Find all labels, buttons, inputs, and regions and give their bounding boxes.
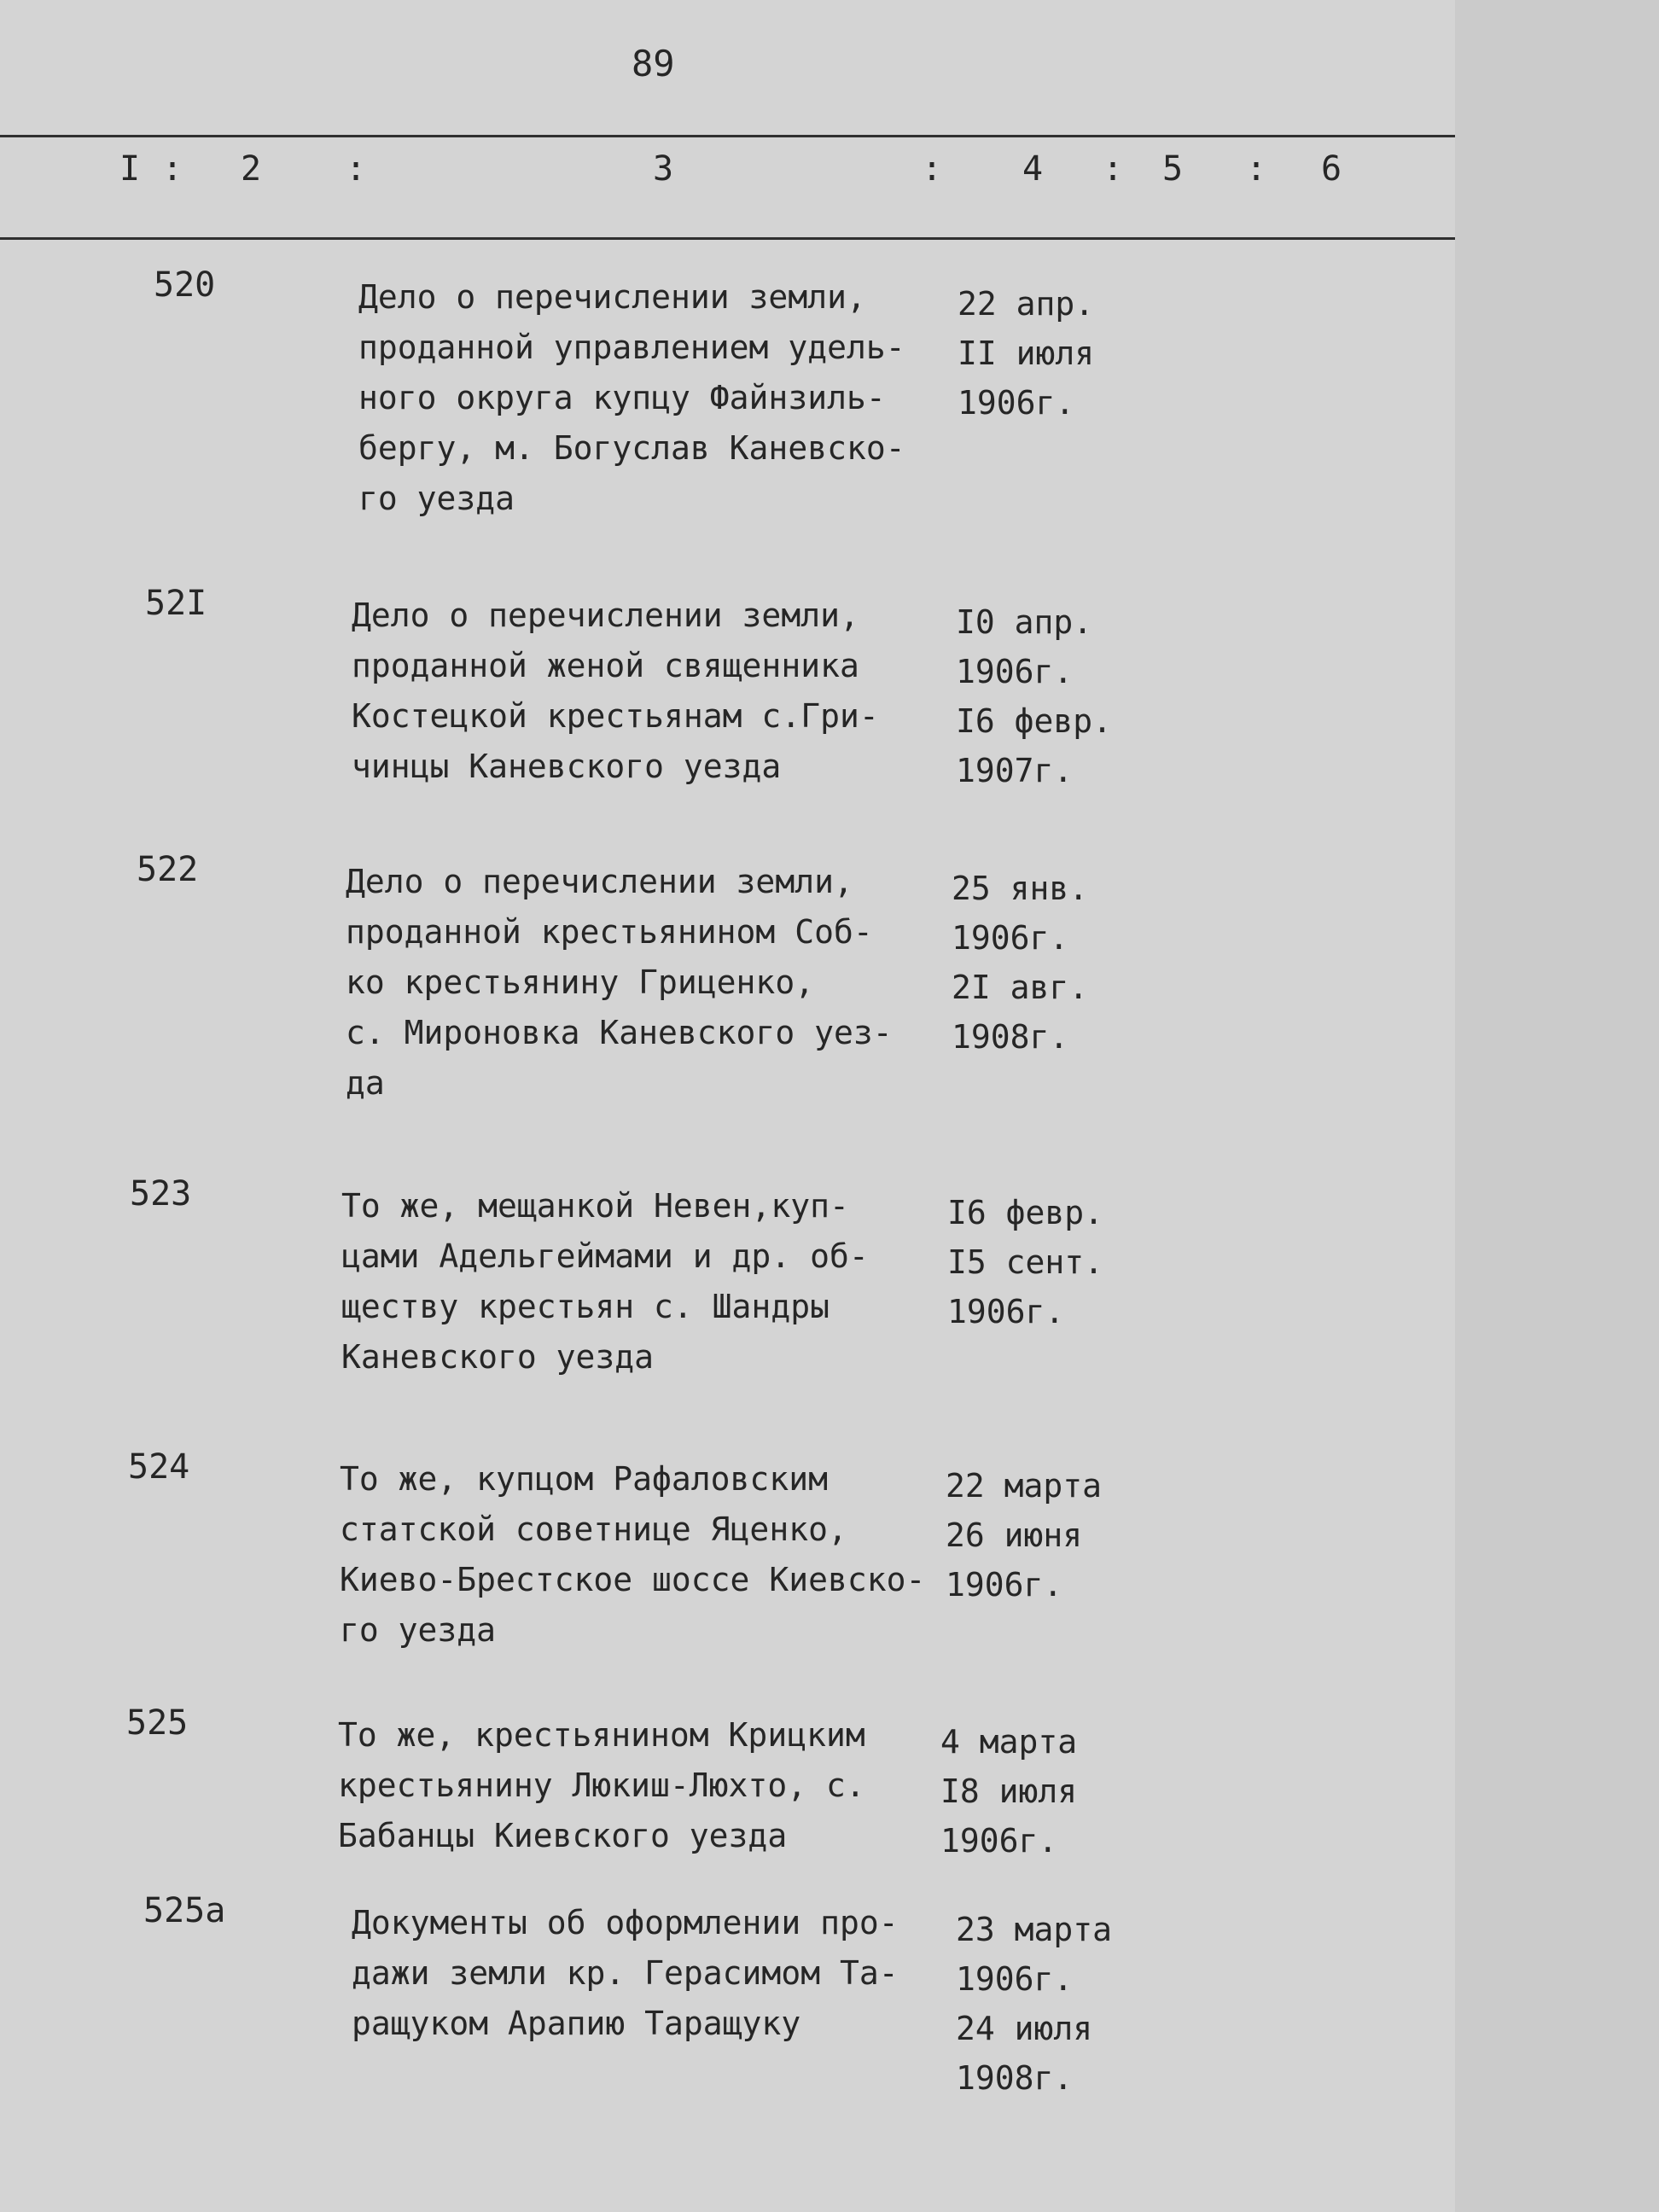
column-header-5: 5 — [1162, 149, 1184, 189]
entry-dates: 23 марта 1906г. 24 июля 1908г. — [956, 1911, 1113, 2097]
entry-description: Документы об оформлении про- дажи земли кр. Герасимом Та- ращуком Арапию Таращуку — [352, 1904, 899, 2042]
entry-dates: 22 апр. II июля 1906г. — [958, 285, 1095, 422]
entry-description: То же, мещанкой Невен,куп- цами Адельгеймами и др. об- ществу крестьян с. Шандры Каневского уезда — [341, 1187, 869, 1376]
page-number: 89 — [632, 43, 675, 84]
entry-description: То же, крестьянином Крицким крестьянину Люкиш-Люхто, с. Бабанцы Киевского уезда — [338, 1716, 865, 1854]
entry-number: 525 — [126, 1703, 189, 1743]
page-edge-shadow — [1455, 0, 1659, 2212]
column-header-4: 4 — [1022, 149, 1044, 189]
entry-number: 52I — [145, 584, 207, 623]
entry-number: 522 — [137, 850, 199, 889]
entry-number: 523 — [130, 1174, 192, 1214]
column-header-2: 2 — [241, 149, 262, 189]
entry-dates: 22 марта 26 июня 1906г. — [946, 1467, 1103, 1604]
header-rule-top — [0, 135, 1455, 137]
entry-dates: 4 марта I8 июля 1906г. — [940, 1723, 1078, 1860]
entry-description: То же, купцом Рафаловским статской советнице Яценко, Киево-Брестское шоссе Киевско- го уезда — [340, 1460, 926, 1649]
entry-description: Дело о перечислении земли, проданной крестьянином Соб- ко крестьянину Гриценко, с. Мироновка Каневского уез- да — [346, 863, 893, 1102]
column-separator: : — [1103, 149, 1124, 189]
column-header-1: I — [119, 149, 141, 189]
column-header-6: 6 — [1321, 149, 1342, 189]
column-separator: : — [346, 149, 367, 189]
entry-description: Дело о перечислении земли, проданной управлением удель- ного округа купцу Файнзиль- бергу, м. Богуслав Каневско- го уезда — [358, 278, 905, 517]
entry-number: 520 — [154, 265, 216, 305]
entry-number: 525а — [143, 1891, 226, 1930]
entry-dates: I0 апр. 1906г. I6 февр. 1907г. — [956, 603, 1113, 789]
header-rule-bottom — [0, 237, 1455, 240]
entry-description: Дело о перечислении земли, проданной женой священника Костецкой крестьянам с.Гри- чинцы Каневского уезда — [352, 597, 879, 785]
column-separator: : — [162, 149, 183, 189]
entry-dates: 25 янв. 1906г. 2I авг. 1908г. — [952, 870, 1089, 1056]
column-separator: : — [922, 149, 943, 189]
entry-dates: I6 февр. I5 сент. 1906г. — [947, 1194, 1104, 1330]
column-separator: : — [1246, 149, 1267, 189]
column-header-3: 3 — [653, 149, 674, 189]
entry-number: 524 — [128, 1447, 190, 1487]
